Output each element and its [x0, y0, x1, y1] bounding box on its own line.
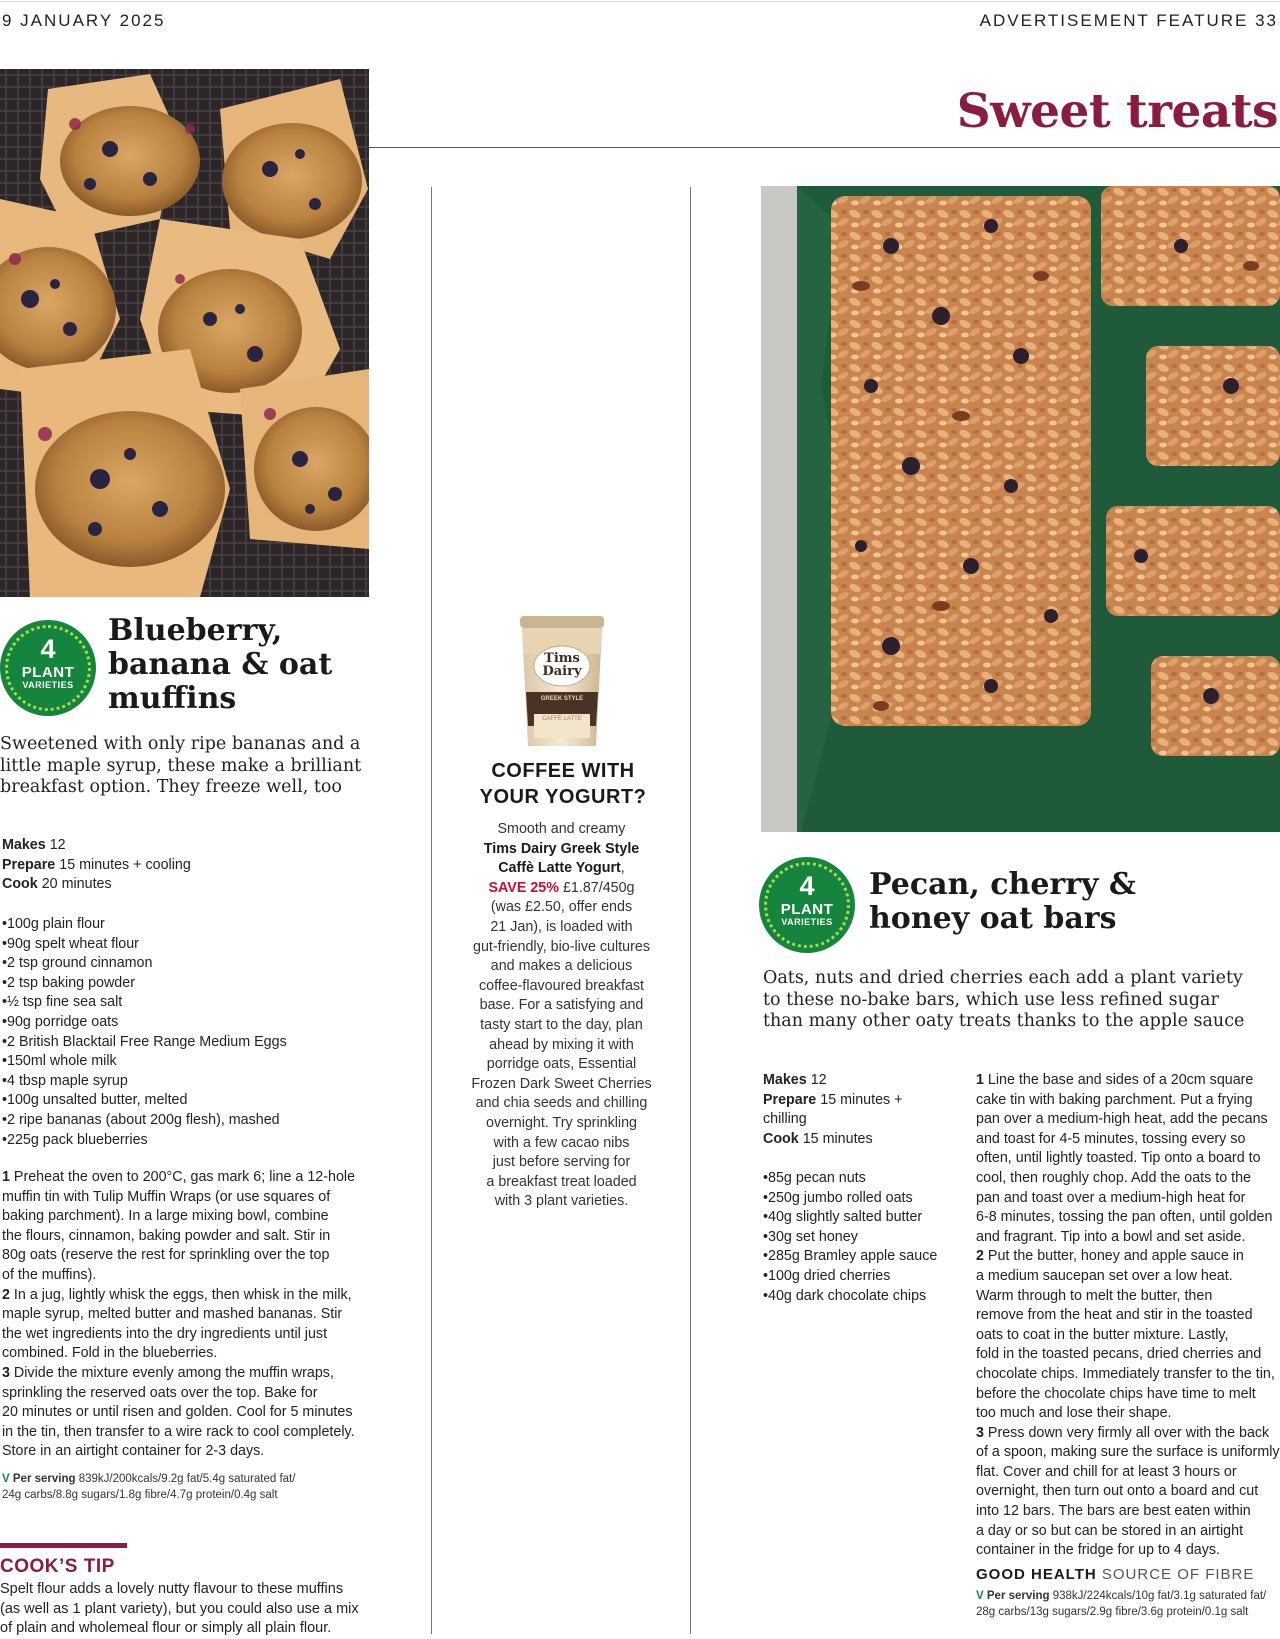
- method-line-text: and toast for 4-5 minutes, tossing every so: [976, 1130, 1246, 1147]
- meta-value: 12: [45, 837, 66, 853]
- muffins-method: [2, 1168, 382, 1462]
- method-line-text: into 12 bars. The bars are best eaten within: [976, 1503, 1251, 1520]
- meta-line-text: 12: [806, 1072, 827, 1088]
- method-line: [2, 1266, 382, 1286]
- badge-word-varieties: VARIETIES: [781, 917, 833, 927]
- coffee-line-text: coffee-flavoured breakfast: [478, 977, 645, 994]
- coffee-line: [460, 1094, 663, 1114]
- oat-bars-photo: [761, 186, 1280, 832]
- coffee-line-text: £1.87/450g: [558, 879, 635, 896]
- method-line-text: the flours, cinnamon, baking powder and salt. Stir in: [2, 1227, 331, 1244]
- badge-word-plant: PLANT: [780, 901, 834, 918]
- method-line-text: and fragrant. Tip into a bowl and set aside.: [976, 1228, 1246, 1245]
- badge-word-varieties: VARIETIES: [22, 680, 74, 690]
- method-line-text: combined. Fold in the blueberries.: [2, 1345, 218, 1362]
- meta-value: 20 minutes: [37, 876, 112, 893]
- method-line-text: overnight, then turn out onto a board and cut: [976, 1483, 1259, 1500]
- method-line: [976, 1091, 1280, 1111]
- section-title: Sweet treats: [956, 84, 1278, 139]
- coffee-line-text: Smooth and creamy: [497, 821, 626, 837]
- method-line: [976, 1522, 1280, 1542]
- cooks-tip-text: [0, 1580, 370, 1639]
- method-line: [976, 1365, 1280, 1385]
- nutrition-line: 24g carbs/8.8g sugars/1.8g fibre/4.7g protein/0.4g salt: [2, 1488, 278, 1501]
- muffins-intro-line: breakfast option. They freeze well, too: [0, 777, 342, 797]
- coffee-line: [460, 996, 663, 1016]
- method-line: [976, 1345, 1280, 1365]
- meta-line: [763, 1110, 963, 1130]
- meta-line: [763, 1071, 963, 1091]
- coffee-line: [460, 898, 663, 918]
- ingredient-item: • 250g jumbo rolled oats: [763, 1189, 963, 1209]
- nutrition-label: Per serving: [12, 1473, 76, 1485]
- meta-line-bold: Prepare: [763, 1091, 817, 1108]
- method-line-bold: 2: [976, 1248, 984, 1265]
- meta-line: [763, 1091, 963, 1111]
- method-line-text: chocolate chips. Immediately transfer to the tin,: [976, 1365, 1275, 1382]
- cooks-tip-line: Spelt flour adds a lovely nutty flavour to these muffins: [0, 1581, 344, 1597]
- plant-varieties-badge: [0, 620, 96, 716]
- method-line: [2, 1188, 382, 1208]
- method-line-text: too much and lose their shape.: [976, 1405, 1172, 1422]
- method-line: [2, 1344, 382, 1364]
- method-line: [2, 1246, 382, 1266]
- method-line-text: cake tin with baking parchment. Put a frying: [976, 1091, 1253, 1108]
- ingredient-item: • 90g spelt wheat flour: [2, 935, 382, 955]
- ingredient-item: • 85g pecan nuts: [763, 1169, 963, 1189]
- method-line: [976, 1404, 1280, 1424]
- nutrition-line: 839kJ/200kcals/9.2g fat/5.4g saturated fat/: [75, 1473, 296, 1485]
- coffee-line-text: ahead by mixing it with: [489, 1036, 634, 1053]
- meta-line-text: 15 minutes: [798, 1130, 873, 1147]
- oat-bars-intro: [763, 968, 1280, 1033]
- coffee-line-text: overnight. Try sprinkling: [486, 1114, 637, 1131]
- vegetarian-mark: V: [976, 1590, 984, 1602]
- ingredient-item: • 150ml whole milk: [2, 1052, 382, 1072]
- method-line: [2, 1305, 382, 1325]
- yogurt-pot-image: [516, 614, 608, 750]
- coffee-line-text: porridge oats, Essential: [486, 1056, 637, 1073]
- method-line: [976, 1267, 1280, 1287]
- coffee-line-text: and makes a delicious: [490, 958, 633, 975]
- ingredient-item: • 100g dried cherries: [763, 1267, 963, 1287]
- method-line: [976, 1228, 1280, 1248]
- yogurt-label-line: CAFFÈ LATTE: [542, 716, 582, 722]
- method-line: [2, 1423, 382, 1443]
- muffins-meta: [2, 836, 191, 895]
- method-line-bold: 3: [2, 1364, 10, 1381]
- ingredient-item: • 40g dark chocolate chips: [763, 1287, 963, 1307]
- method-line-bold: 1: [2, 1169, 10, 1185]
- oat-bars-title: [869, 868, 1136, 936]
- method-line-text: remove from the heat and stir in the toasted: [976, 1307, 1253, 1324]
- cooks-tip-bar: [0, 1543, 127, 1548]
- ingredient-item: • 4 tbsp maple syrup: [2, 1072, 382, 1092]
- coffee-line: [460, 1173, 663, 1193]
- coffee-line: [460, 1016, 663, 1036]
- yogurt-brand: Tims Dairy: [542, 651, 582, 679]
- coffee-line: [460, 1153, 663, 1173]
- coffee-line: [460, 1192, 663, 1212]
- method-line-text: 6-8 minutes, tossing the pan often, until golden: [976, 1209, 1273, 1226]
- column-divider-left: [431, 187, 432, 1634]
- meta-line: [763, 1130, 963, 1150]
- coffee-line-text: just before serving for: [492, 1154, 631, 1171]
- muffins-cook: [2, 875, 191, 895]
- method-line: [976, 1149, 1280, 1169]
- method-line-text: cool, then roughly chop. Add the oats to the: [976, 1169, 1252, 1186]
- coffee-line: [460, 820, 663, 840]
- method-line: [2, 1384, 382, 1404]
- nutrition-line: 28g carbs/13g sugars/2.9g fibre/3.6g protein/0.1g salt: [976, 1605, 1249, 1618]
- plant-varieties-badge: [759, 857, 855, 953]
- ingredient-item: • 100g unsalted butter, melted: [2, 1091, 382, 1111]
- method-line-text: Line the base and sides of a 20cm square: [983, 1072, 1254, 1088]
- good-health-label: [976, 1566, 1254, 1583]
- meta-line-text: 15 minutes +: [816, 1091, 903, 1108]
- ingredient-item: • 285g Bramley apple sauce: [763, 1247, 963, 1267]
- method-line: [976, 1326, 1280, 1346]
- coffee-line: [460, 879, 663, 899]
- method-line: [2, 1168, 382, 1188]
- column-divider-right: [690, 187, 691, 1634]
- method-line: [976, 1071, 1280, 1091]
- coffee-line: [460, 1075, 663, 1095]
- coffee-line-bold: Caffè Latte Yogurt: [498, 860, 621, 877]
- coffee-line-text: with 3 plant varieties.: [494, 1193, 629, 1210]
- method-line-bold: 3: [976, 1424, 984, 1441]
- oat-bars-meta: [763, 1071, 963, 1149]
- cooks-tip-line: (as well as 1 plant variety), but you could also use a mix: [0, 1600, 359, 1617]
- method-line: [976, 1306, 1280, 1326]
- good-health-source: SOURCE OF FIBRE: [1096, 1566, 1255, 1583]
- coffee-heading: [443, 758, 683, 810]
- method-line-text: Warm through to melt the butter, then: [976, 1287, 1213, 1304]
- coffee-heading-line: YOUR YOGURT?: [479, 786, 647, 808]
- method-line: [976, 1502, 1280, 1522]
- method-line-text: Divide the mixture evenly among the muffin wraps,: [9, 1364, 334, 1381]
- method-line-text: fold in the toasted pecans, dried cherries and: [976, 1346, 1262, 1363]
- section-title-rule: [369, 147, 1280, 148]
- top-rule: [0, 1, 1280, 2]
- method-line-text: flat. Cover and chill for at least 3 hours or: [976, 1463, 1237, 1480]
- method-line-text: Preheat the oven to 200°C, gas mark 6; line a 12-hole: [9, 1169, 356, 1185]
- muffins-makes: [2, 836, 191, 856]
- method-line-text: muffin tin with Tulip Muffin Wraps (or use squares of: [2, 1188, 331, 1205]
- method-line-bold: 1: [976, 1072, 984, 1088]
- muffins-title-line: banana & oat: [108, 647, 333, 682]
- muffins-title-line: muffins: [108, 681, 237, 716]
- meta-line-text: chilling: [763, 1111, 807, 1128]
- oat-bars-nutrition: [976, 1589, 1280, 1620]
- coffee-line: [460, 1036, 663, 1056]
- method-line: [976, 1110, 1280, 1130]
- method-line-text: pan over a medium-high heat, add the pecans: [976, 1111, 1268, 1128]
- method-line: [2, 1403, 382, 1423]
- method-line: [2, 1325, 382, 1345]
- cooks-tip-line: of plain and wholemeal flour or simply all plain flour.: [0, 1620, 332, 1636]
- badge-number: 4: [40, 634, 56, 664]
- method-line-text: container in the fridge for up to 4 days.: [976, 1542, 1220, 1559]
- method-line-text: In a jug, lightly whisk the eggs, then whisk in the milk,: [9, 1286, 352, 1303]
- save-badge-text: SAVE 25%: [488, 879, 559, 896]
- vegetarian-mark: V: [2, 1473, 10, 1485]
- badge-number: 4: [799, 871, 815, 901]
- ingredient-item: • 2 British Blacktail Free Range Medium Eggs: [2, 1033, 382, 1053]
- oat-bars-intro-line: to these no-bake bars, which use less refined sugar: [763, 989, 1219, 1010]
- method-line: [976, 1247, 1280, 1267]
- ingredient-item: • 225g pack blueberries: [2, 1131, 382, 1151]
- coffee-line: [460, 1055, 663, 1075]
- method-line-text: a medium saucepan set over a low heat.: [976, 1267, 1233, 1284]
- coffee-heading-line: COFFEE WITH: [491, 760, 635, 782]
- method-line: [976, 1189, 1280, 1209]
- coffee-line: [460, 918, 663, 938]
- method-line: [976, 1385, 1280, 1405]
- method-line: [976, 1287, 1280, 1307]
- method-line-text: Store in an airtight container for 2-3 days.: [2, 1443, 265, 1460]
- ingredient-item: • 40g slightly salted butter: [763, 1208, 963, 1228]
- method-line-text: of a spoon, making sure the surface is uniformly: [976, 1444, 1280, 1461]
- method-line: [2, 1227, 382, 1247]
- ingredient-item: • ½ tsp fine sea salt: [2, 993, 382, 1013]
- coffee-line: [460, 957, 663, 977]
- muffins-title: [108, 614, 332, 716]
- yogurt-label-line: GREEK STYLE: [540, 696, 584, 702]
- ingredient-item: • 30g set honey: [763, 1228, 963, 1248]
- coffee-line-text: gut-friendly, bio-live cultures: [473, 938, 650, 955]
- meta-label: Makes: [2, 837, 46, 853]
- coffee-line-text: ,: [620, 860, 625, 877]
- coffee-line: [460, 840, 663, 860]
- meta-label: Prepare: [2, 856, 56, 873]
- muffins-intro-line: Sweetened with only ripe bananas and a: [0, 734, 361, 754]
- coffee-line-text: (was £2.50, offer ends: [490, 899, 633, 916]
- method-line-text: Put the butter, honey and apple sauce in: [983, 1248, 1244, 1265]
- nutrition-label: Per serving: [986, 1590, 1050, 1602]
- method-line: [976, 1208, 1280, 1228]
- method-line-text: baking parchment). In a large mixing bowl, combine: [2, 1208, 329, 1225]
- nutrition-line: 938kJ/224kcals/10g fat/3.1g saturated fat/: [1049, 1590, 1267, 1602]
- method-line: [2, 1286, 382, 1306]
- muffins-ingredients: [2, 915, 382, 1150]
- method-line-text: in the tin, then transfer to a wire rack to cool completely.: [2, 1423, 355, 1440]
- method-line-text: before the chocolate chips have time to melt: [976, 1385, 1256, 1402]
- method-line-text: pan and toast over a medium-high heat for: [976, 1189, 1246, 1206]
- method-line: [976, 1463, 1280, 1483]
- meta-line-bold: Makes: [763, 1072, 807, 1088]
- method-line-text: Press down very firmly all over with the back: [983, 1424, 1270, 1441]
- method-line: [976, 1130, 1280, 1150]
- ingredient-item: • 2 tsp baking powder: [2, 974, 382, 994]
- coffee-line-text: 21 Jan), is loaded with: [490, 918, 633, 935]
- method-line-bold: 2: [2, 1286, 10, 1303]
- coffee-line-text: with a few cacao nibs: [493, 1134, 630, 1151]
- coffee-line-text: and chia seeds and chilling: [475, 1095, 648, 1112]
- ingredient-item: • 2 tsp ground cinnamon: [2, 954, 382, 974]
- good-health-title: GOOD HEALTH: [976, 1566, 1097, 1583]
- method-line: [2, 1442, 382, 1462]
- method-line-text: often, until lightly toasted. Tip onto a board to: [976, 1150, 1261, 1167]
- method-line-text: maple syrup, melted butter and mashed bananas. Stir: [2, 1306, 343, 1323]
- coffee-line: [460, 977, 663, 997]
- method-line-text: of the muffins).: [2, 1266, 97, 1283]
- muffins-nutrition: [2, 1472, 382, 1503]
- method-line-text: the wet ingredients into the dry ingredients until just: [2, 1325, 328, 1342]
- muffins-intro: [0, 734, 380, 799]
- coffee-line-text: tasty start to the day, plan: [480, 1016, 643, 1033]
- method-line-text: a day or so but can be stored in an airtight: [976, 1522, 1244, 1539]
- oat-bars-title-line: honey oat bars: [869, 901, 1117, 936]
- method-line: [976, 1541, 1280, 1561]
- coffee-line: [460, 1134, 663, 1154]
- oat-bars-ingredients: [763, 1169, 963, 1306]
- cooks-tip-heading: COOK’S TIP: [0, 1556, 115, 1577]
- oat-bars-title-line: Pecan, cherry &: [869, 867, 1136, 902]
- coffee-line: [460, 1114, 663, 1134]
- meta-label: Cook: [2, 876, 38, 893]
- muffins-photo: [0, 69, 369, 597]
- oat-bars-intro-line: than many other oaty treats thanks to the apple sauce: [763, 1011, 1245, 1031]
- coffee-line-text: base. For a satisfying and: [479, 997, 644, 1014]
- ingredient-item: • 2 ripe bananas (about 200g flesh), mashed: [2, 1111, 382, 1131]
- issue-date: 9 JANUARY 2025: [2, 11, 166, 30]
- coffee-line: [460, 938, 663, 958]
- muffins-title-line: Blueberry,: [108, 613, 283, 648]
- coffee-line-bold: Tims Dairy Greek Style: [483, 840, 640, 857]
- page-label: ADVERTISEMENT FEATURE 33: [979, 11, 1278, 30]
- method-line: [2, 1207, 382, 1227]
- ingredient-item: • 90g porridge oats: [2, 1013, 382, 1033]
- badge-word-plant: PLANT: [21, 664, 75, 681]
- method-line-text: oats to coat in the butter mixture. Lastly,: [976, 1326, 1229, 1343]
- method-line: [976, 1482, 1280, 1502]
- meta-line-bold: Cook: [763, 1130, 799, 1147]
- coffee-line-text: a breakfast treat loaded: [486, 1173, 637, 1190]
- method-line: [976, 1424, 1280, 1444]
- method-line: [976, 1169, 1280, 1189]
- muffins-prepare: [2, 856, 191, 876]
- method-line-text: sprinkling the reserved oats over the top. Bake for: [2, 1384, 318, 1401]
- ingredient-item: • 100g plain flour: [2, 915, 382, 935]
- coffee-line: [460, 859, 663, 879]
- oat-bars-method: [976, 1071, 1280, 1561]
- muffins-intro-line: little maple syrup, these make a brilliant: [0, 755, 362, 776]
- method-line-text: 20 minutes or until risen and golden. Cool for 5 minutes: [2, 1404, 353, 1421]
- oat-bars-intro-line: Oats, nuts and dried cherries each add a plant variety: [763, 968, 1243, 988]
- method-line: [2, 1364, 382, 1384]
- method-line-text: 80g oats (reserve the rest for sprinkling over the top: [2, 1247, 330, 1264]
- method-line: [976, 1443, 1280, 1463]
- coffee-line-text: Frozen Dark Sweet Cherries: [471, 1075, 652, 1092]
- meta-value: 15 minutes + cooling: [55, 856, 191, 873]
- coffee-body: [460, 820, 663, 1212]
